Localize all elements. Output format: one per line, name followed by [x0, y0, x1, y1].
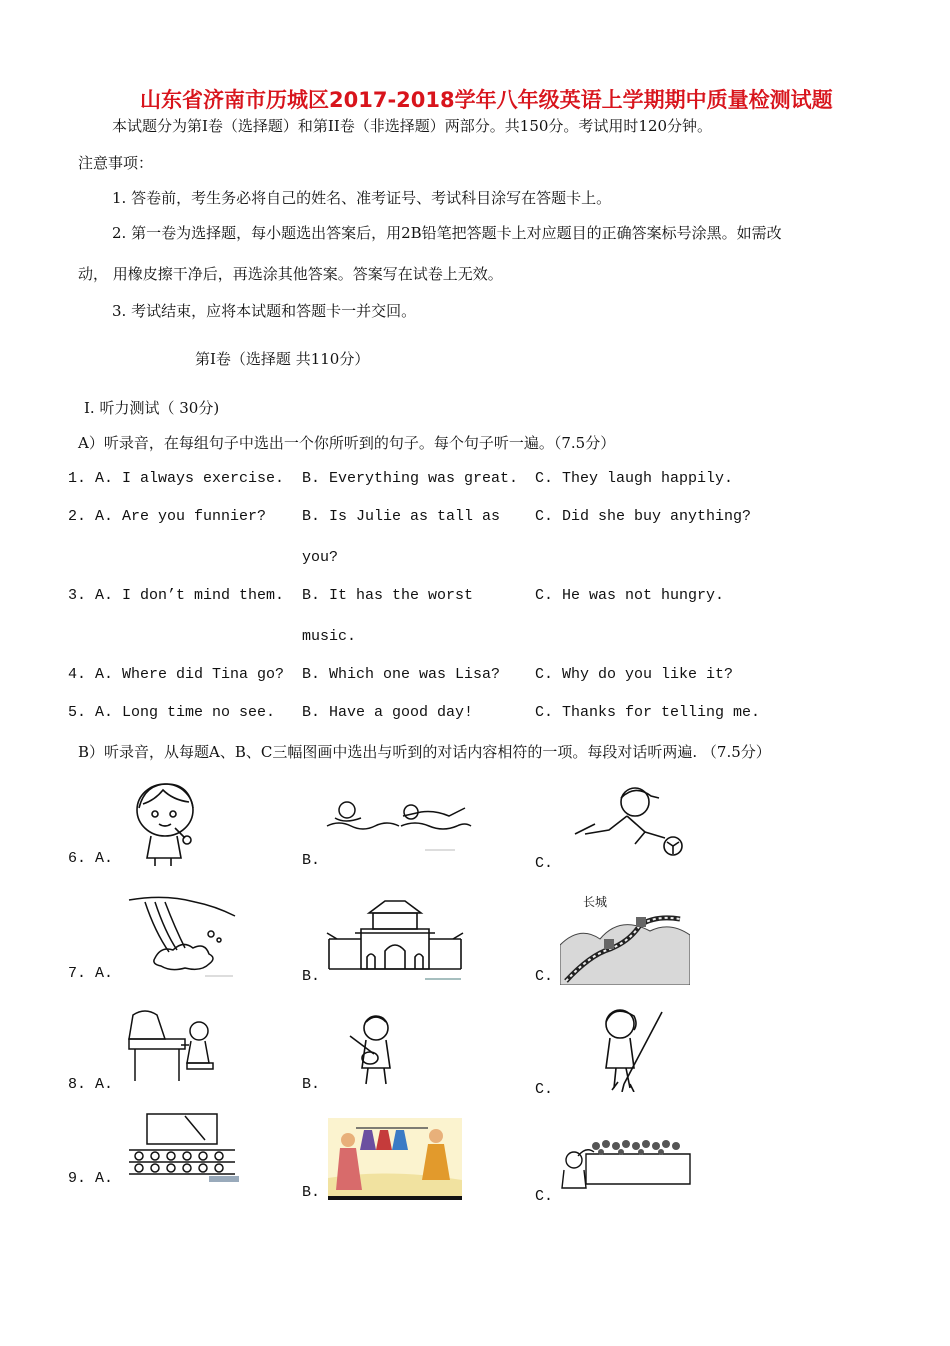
q7-label-c: C.: [535, 968, 554, 985]
q6-label-b: B.: [302, 852, 321, 869]
q4-option-a: 4. A. Where did Tina go?: [68, 666, 285, 683]
q9-label-a: 9. A.: [68, 1170, 114, 1187]
part-b-heading: B）听录音，从每题A、B、C三幅图画中选出与听到的对话内容相符的一项。每段对话听两遍. （7.5分）: [78, 743, 771, 761]
q7-label-b: B.: [302, 968, 321, 985]
page-title: 山东省济南市历城区2017-2018学年八年级英语上学期期中质量检测试题: [140, 88, 833, 112]
palace-gate-icon: [325, 895, 465, 985]
q2-option-c: C. Did she buy anything?: [535, 508, 752, 525]
volume-heading: 第Ⅰ卷（选择题 共110分）: [195, 350, 370, 368]
boy-guitar-icon: [340, 1012, 410, 1087]
q6-label-a: 6. A.: [68, 850, 114, 867]
girl-sweeping-icon: [590, 1002, 685, 1092]
boy-playing-football-icon: [565, 782, 690, 862]
q2-option-a: 2. A. Are you funnier?: [68, 508, 267, 525]
q1-option-c: C. They laugh happily.: [535, 470, 734, 487]
q2-option-b-line-2: you?: [302, 549, 339, 566]
intro-text: 本试题分为第Ⅰ卷（选择题）和第II卷（非选择题）两部分。共150分。考试用时120分钟。: [112, 117, 713, 135]
q4-option-c: C. Why do you like it?: [535, 666, 734, 683]
note-2-line-1: 2. 第一卷为选择题，每小题选出答案后，用2B铅笔把答题卡上对应题目的正确答案标号涂黑。如需改: [112, 224, 782, 242]
q8-label-a: 8. A.: [68, 1076, 114, 1093]
great-wall-icon: [560, 905, 690, 985]
swimming-icon: [325, 796, 473, 856]
q5-option-c: C. Thanks for telling me.: [535, 704, 761, 721]
great-wall-caption: 长城: [583, 895, 608, 909]
q3-option-c: C. He was not hungry.: [535, 587, 725, 604]
notes-heading: 注意事项：: [78, 154, 154, 172]
piano-icon: [125, 1005, 220, 1085]
q2-option-b-line-1: B. Is Julie as tall as: [302, 508, 501, 525]
q9-label-c: C.: [535, 1188, 554, 1205]
q7-label-a: 7. A.: [68, 965, 114, 982]
q1-option-b: B. Everything was great.: [302, 470, 519, 487]
clothes-shopping-icon: [328, 1118, 462, 1200]
note-1: 1. 答卷前，考生务必将自己的姓名、准考证号、考试科目涂写在答题卡上。: [112, 189, 612, 207]
note-2-line-2: 动， 用橡皮擦干净后，再选涂其他答案。答案写在试卷上无效。: [78, 265, 503, 283]
cinema-icon: [125, 1110, 240, 1185]
waterfall-icon: [125, 892, 240, 982]
q9-label-b: B.: [302, 1184, 321, 1201]
q3-option-a: 3. A. I don’t mind them.: [68, 587, 285, 604]
q1-option-a: 1. A. I always exercise.: [68, 470, 285, 487]
q8-label-b: B.: [302, 1076, 321, 1093]
note-3: 3. 考试结束，应将本试题和答题卡一并交回。: [112, 302, 417, 320]
q3-option-b-line-2: music.: [302, 628, 357, 645]
q5-option-b: B. Have a good day!: [302, 704, 474, 721]
q3-option-b-line-1: B. It has the worst: [302, 587, 474, 604]
q6-label-c: C.: [535, 855, 554, 872]
part-a-heading: A）听录音，在每组句子中选出一个你所听到的句子。每个句子听一遍。（7.5分）: [78, 434, 616, 452]
girl-singing-icon: [125, 778, 210, 868]
q8-label-c: C.: [535, 1081, 554, 1098]
market-stall-icon: [560, 1132, 695, 1192]
q5-option-a: 5. A. Long time no see.: [68, 704, 276, 721]
section-1-heading: Ⅰ. 听力测试（ 30分): [84, 399, 220, 417]
q4-option-b: B. Which one was Lisa?: [302, 666, 501, 683]
